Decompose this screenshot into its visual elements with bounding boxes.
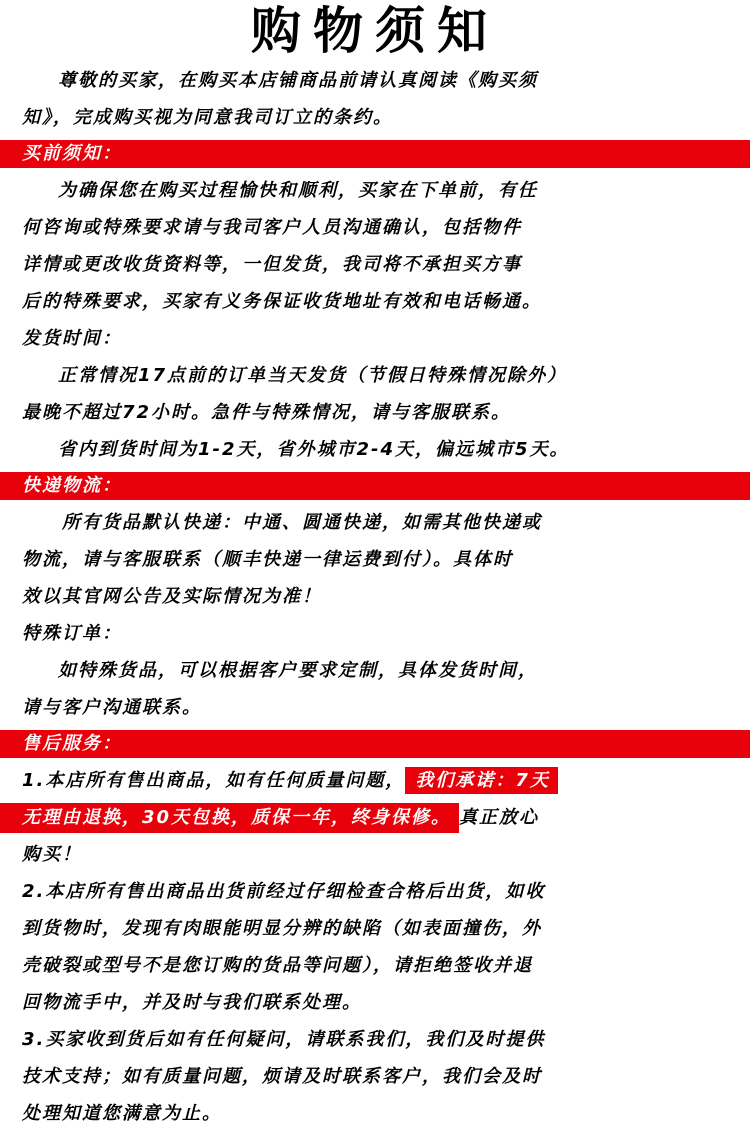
special-order-line-2: 请与客户沟通联系。 bbox=[22, 697, 202, 718]
pre-purchase-line-4: 后的特殊要求，买家有义务保证收货地址有效和电话畅通。 bbox=[22, 291, 542, 312]
after-sales-item-2-line-2: 到货物时，发现有肉眼能明显分辨的缺陷（如表面撞伤，外 bbox=[22, 918, 542, 939]
after-sales-promise-highlight-a: 我们承诺：7天 bbox=[405, 767, 558, 794]
delivery-line-3: 效以其官网公告及实际情况为准！ bbox=[22, 586, 322, 607]
after-sales-item-1-line-2 bbox=[0, 799, 750, 836]
after-sales-item-2-line-3: 壳破裂或型号不是您订购的货品等问题），请拒绝签收并退 bbox=[22, 955, 533, 976]
section-header-after-sales: 售后服务： bbox=[0, 730, 750, 758]
intro-line-2: 知》，完成购买视为同意我司订立的条约。 bbox=[22, 107, 393, 128]
page-title: 购物须知 bbox=[251, 1, 499, 60]
section-header-delivery: 快递物流： bbox=[0, 472, 750, 500]
section-header-pre-purchase: 买前须知： bbox=[0, 140, 750, 168]
after-sales-item-1-line-1 bbox=[0, 762, 750, 799]
after-sales-item-2-line-1: 2.本店所有售出商品出货前经过仔细检查合格后出货，如收 bbox=[22, 881, 546, 902]
pre-purchase-line-1: 为确保您在购买过程愉快和顺利，买家在下单前，有任 bbox=[58, 180, 538, 201]
after-sales-item-1-line-3: 购买！ bbox=[22, 844, 82, 865]
intro-line-1: 尊敬的买家，在购买本店铺商品前请认真阅读《购买须 bbox=[58, 70, 538, 91]
after-sales-item-3-line-2: 技术支持；如有质量问题，烦请及时联系客户，我们会及时 bbox=[22, 1066, 542, 1087]
ship-time-label: 发货时间： bbox=[22, 328, 122, 349]
delivery-line-2: 物流，请与客服联系（顺丰快递一律运费到付）。具体时 bbox=[22, 549, 513, 570]
after-sales-item-3-line-1: 3.买家收到货后如有任何疑问，请联系我们，我们及时提供 bbox=[22, 1029, 546, 1050]
ship-time-line-1: 正常情况17点前的订单当天发货（节假日特殊情况除外） bbox=[58, 365, 568, 386]
after-sales-item-1-suffix: 真正放心 bbox=[459, 807, 540, 828]
pre-purchase-line-2: 何咨询或特殊要求请与我司客户人员沟通确认，包括物件 bbox=[22, 217, 522, 238]
special-order-label: 特殊订单： bbox=[22, 623, 122, 644]
after-sales-promise-highlight-b: 无理由退换，30天包换，质保一年，终身保修。 bbox=[0, 803, 459, 833]
pre-purchase-line-3: 详情或更改收货资料等，一但发货，我司将不承担买方事 bbox=[22, 254, 522, 275]
delivery-line-1: 所有货品默认快递：中通、圆通快递，如需其他快递或 bbox=[62, 512, 542, 533]
ship-time-line-3: 省内到货时间为1-2天，省外城市2-4天，偏远城市5天。 bbox=[58, 439, 570, 460]
special-order-line-1: 如特殊货品，可以根据客户要求定制，具体发货时间， bbox=[58, 660, 538, 681]
after-sales-item-1-prefix: 1.本店所有售出商品，如有任何质量问题， bbox=[22, 770, 406, 791]
after-sales-item-3-line-3: 处理知道您满意为止。 bbox=[22, 1103, 222, 1124]
ship-time-line-2: 最晚不超过72小时。急件与特殊情况，请与客服联系。 bbox=[22, 402, 512, 423]
after-sales-item-2-line-4: 回物流手中，并及时与我们联系处理。 bbox=[22, 992, 362, 1013]
